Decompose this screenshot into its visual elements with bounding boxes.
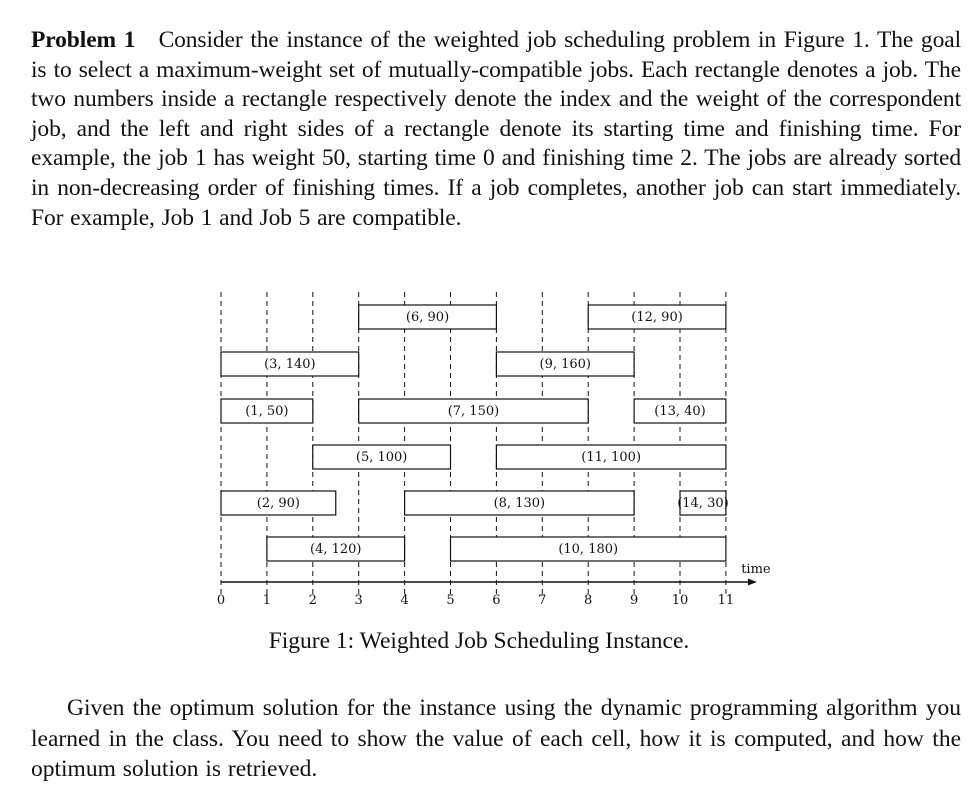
x-tick-label: 2	[308, 593, 317, 608]
job-label: (10, 180)	[558, 542, 619, 557]
job-label: (3, 140)	[264, 357, 316, 372]
job-label: (9, 160)	[539, 357, 591, 372]
job-label: (13, 40)	[654, 404, 706, 419]
job-label: (7, 150)	[447, 404, 500, 419]
x-axis-label: time	[741, 562, 771, 577]
x-tick-label: 11	[717, 593, 735, 608]
job-label: (14, 30)	[677, 496, 729, 511]
x-tick-label: 4	[400, 593, 409, 608]
job-label: (12, 90)	[631, 310, 683, 325]
job-label: (2, 90)	[256, 496, 300, 511]
x-tick-label: 9	[629, 593, 639, 608]
job-label: (1, 50)	[245, 404, 289, 419]
problem-body: Consider the instance of the weighted job scheduling problem in Figure 1. The goal is to select a maximum-weight set of mutually-compatible jobs. Each rectangle denotes a job. The two numbers inside a rectangle respectively denote the index and the weight of the correspondent job, and the left and right sides of a rectangle denote its starting time and finishing time. For example, the job 1 has weight 50, starting time 0 and finishing time 2. The jobs are already sorted in non-decreasing order of finishing times. If a job completes, another job can start immediately. For example, Job 1 and Job 5 are compatible.	[31, 27, 961, 231]
closing-paragraph: Given the optimum solution for the instance using the dynamic programming algorithm you learned in the class. You need to show the value of each cell, how it is computed, and how the optimum solution is retrieved.	[31, 695, 961, 782]
job-label: (6, 90)	[405, 310, 450, 325]
axis-arrowhead-icon	[748, 579, 757, 586]
x-tick-label: 8	[584, 593, 593, 608]
figure-caption: Figure 1: Weighted Job Scheduling Instance.	[268, 628, 690, 654]
x-tick-label: 3	[354, 593, 363, 608]
job-label: (4, 120)	[310, 542, 362, 557]
x-tick-label: 1	[262, 593, 272, 608]
x-tick-label: 0	[216, 593, 226, 608]
x-tick-label: 6	[492, 593, 501, 608]
job-label: (5, 100)	[355, 450, 408, 465]
x-tick-label: 5	[446, 593, 455, 608]
x-tick-label: 7	[538, 593, 547, 608]
job-label: (11, 100)	[581, 450, 642, 465]
job-label: (8, 130)	[493, 496, 546, 511]
x-tick-label: 10	[671, 593, 689, 608]
problem-heading: Problem 1	[31, 27, 136, 53]
